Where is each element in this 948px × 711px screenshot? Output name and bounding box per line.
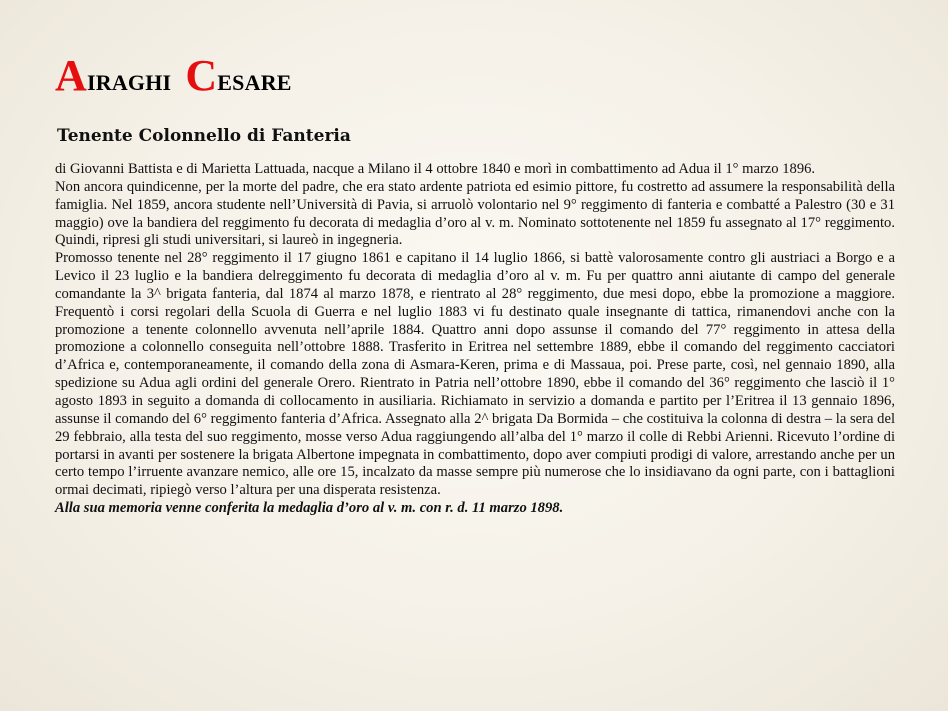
name-rest: esare xyxy=(217,61,292,97)
page-title xyxy=(55,51,292,101)
surname-rest: iraghi xyxy=(86,61,172,97)
paragraph-career: Promosso tenente nel 28° reggimento il 17 giugno 1861 e capitano il 14 luglio 1866, si battè valorosamente contro gli austriaci a Borgo e a Levico il 23 luglio e la bandiera delreggimento fu decorata di medaglia d’oro al v. m. Fu per quattro anni aiutante di campo del generale comandante la 3^ brigata fanteria, dal 1874 al marzo 1878, e rientrato al 28° reggimento, due mesi dopo, ebbe la promozione a maggiore. Frequentò i corsi regolari della Scuola di Guerra e nel luglio 1883 vi fu destinato quale insegnante di tattica, rimanendovi anche con la promozione a tenente colonnello avvenuta nell’aprile 1884. Quattro anni dopo assunse il comando del 77° reggimento in attesa della promozione a colonnello conseguita nell’ottobre 1888. Trasferito in Eritrea nel settembre 1889, ebbe il comando del reggimento cacciatori d’Africa e, contemporaneamente, il comando della zona di Asmara-Keren, prima e di Massaua, poi. Prese parte, così, nel gennaio 1890, alla spedizione su Adua agli ordini del generale Orero. Rientrato in Patria nell’ottobre 1890, ebbe il comando del 36° reggimento che lasciò il 1° agosto 1893 in seguito a domanda di collocamento in ausiliaria. Richiamato in servizio a domanda e partito per l’Eritrea il 13 gennaio 1896, assunse il comando del 6° reggimento fanteria d’Africa. Assegnato alla 2^ brigata Da Bormida – che costituiva la colonna di destra – la sera del 29 febbraio, alla testa del suo reggimento, mosse verso Adua raggiungendo all’alba del 1° marzo il colle di Rebbi Arienni. Ricevuto l’ordine di portarsi in avanti per sostenere la brigata Albertone impegnata in combattimento, dopo aver compiuti prodigi di valore, arrestando anche per un certo tempo l’irruente avanzare nemico, alle ore 15, incalzato da masse sempre più numerose che lo insidiavano da ogni parte, con i battaglioni ormai decimati, ripiegò verso l’altura per una disperata resistenza. xyxy=(55,250,895,499)
rank-subtitle: Tenente Colonnello di Fanteria xyxy=(57,126,351,146)
paragraph-youth: Non ancora quindicenne, per la morte del padre, che era stato ardente patriota ed esimio pittore, fu costretto ad assumere la responsabilità della famiglia. Nel 1859, ancora studente nell’Università di Pavia, si arruolò volontario nel 9° reggimento di fanteria e combatté a Palestro (30 e 31 maggio) ove la bandiera del reggimento fu decorata di medaglia d’oro al v. m. Nominato sottotenente nel 1859 fu assegnato al 17° reggimento. Quindi, ripresi gli studi universitari, si laureò in ingegneria. xyxy=(55,178,895,249)
paragraph-birth: di Giovanni Battista e di Marietta Lattuada, nacque a Milano il 4 ottobre 1840 e morì in combattimento ad Adua il 1° marzo 1896. xyxy=(55,161,816,177)
paragraph-medal: Alla sua memoria venne conferita la medaglia d’oro al v. m. con r. d. 11 marzo 1898. xyxy=(55,500,564,517)
name-initial: C xyxy=(185,51,218,100)
biography-text xyxy=(55,161,895,518)
surname-initial: A xyxy=(55,51,87,100)
